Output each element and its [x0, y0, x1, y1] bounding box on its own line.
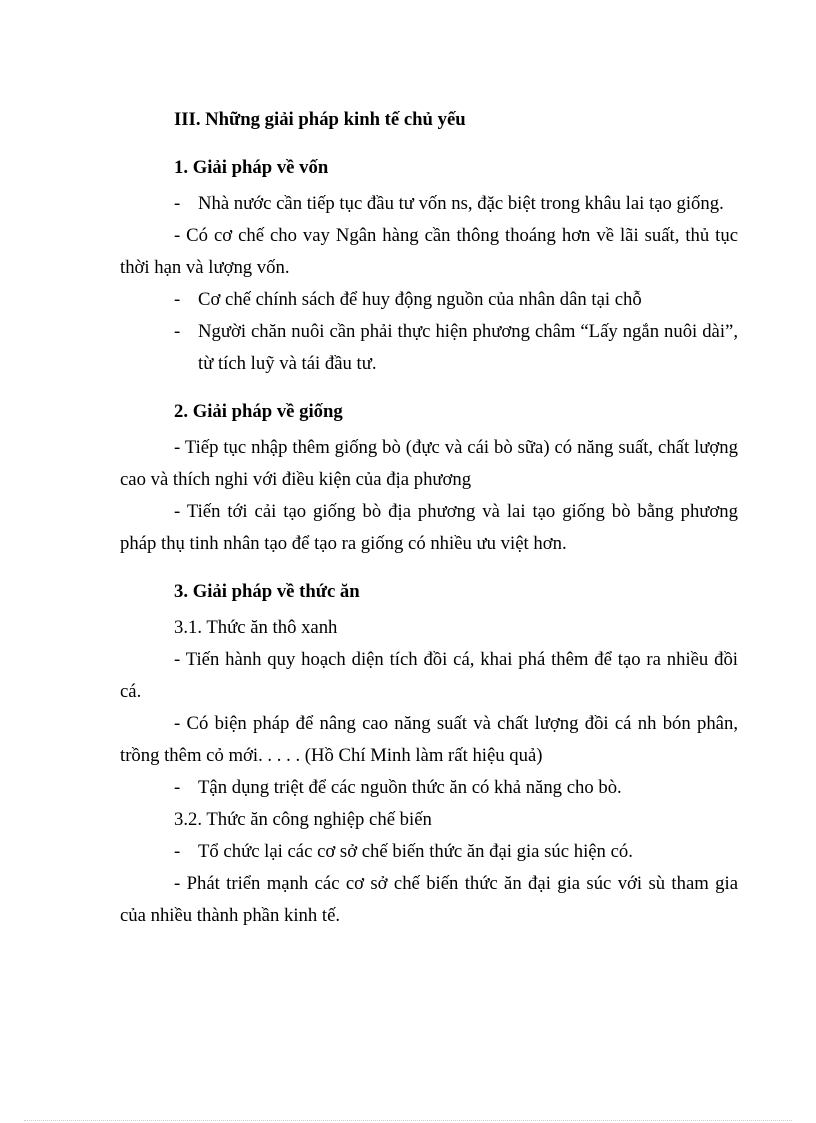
paragraph: - Phát triển mạnh các cơ sở chế biến thức ăn đại gia súc với sù tham gia của nhiều thành phần kinh tế.	[120, 873, 738, 926]
bullet-dash: -	[174, 841, 181, 862]
bullet-item	[120, 284, 738, 316]
paragraph: - Tiếp tục nhập thêm giống bò (đực và cái bò sữa) có năng suất, chất lượng cao và thích nghi với điều kiện của địa phương	[120, 437, 738, 490]
subsection-title: 3.1. Thức ăn thô xanh	[174, 617, 338, 638]
bullet-item	[120, 772, 738, 804]
bullet-item	[120, 188, 738, 220]
bullet-dash: -	[174, 289, 181, 310]
bullet-text: Nhà nước cần tiếp tục đầu tư vốn ns, đặc biệt trong khâu lai tạo giống.	[198, 193, 724, 214]
bullet-item	[120, 316, 738, 380]
bullet-text: Người chăn nuôi cần phải thực hiện phương châm “Lấy ngắn nuôi dài”, từ tích luỹ và tái đầu tư.	[198, 321, 738, 374]
bullet-dash: -	[174, 777, 181, 798]
subsection-title: 3.2. Thức ăn công nghiệp chế biến	[174, 809, 432, 830]
paragraph: - Có biện pháp để nâng cao năng suất và chất lượng đồi cá nh bón phân, trồng thêm cỏ mới. . . . . (Hồ Chí Minh làm rất hiệu quả)	[120, 713, 738, 766]
paragraph: - Có cơ chế cho vay Ngân hàng cần thông thoáng hơn về lãi suất, thủ tục thời hạn và lượng vốn.	[120, 225, 738, 278]
page-bottom-divider	[24, 1120, 792, 1121]
bullet-text: Tận dụng triệt để các nguồn thức ăn có khả năng cho bò.	[198, 777, 622, 798]
bullet-text: Tổ chức lại các cơ sở chế biến thức ăn đại gia súc hiện có.	[198, 841, 633, 862]
document-body	[120, 104, 738, 932]
paragraph: - Tiến tới cải tạo giống bò địa phương và lai tạo giống bò bằng phương pháp thụ tinh nhân tạo để tạo ra giống có nhiều ưu việt hơn.	[120, 501, 738, 554]
bullet-dash: -	[174, 193, 181, 214]
bullet-dash: -	[174, 321, 181, 342]
section-title: III. Những giải pháp kinh tế chủ yếu	[174, 109, 466, 130]
bullet-item	[120, 836, 738, 868]
paragraph: - Tiến hành quy hoạch diện tích đồi cá, khai phá thêm để tạo ra nhiều đồi cá.	[120, 649, 738, 702]
bullet-text: Cơ chế chính sách để huy động nguồn của nhân dân tại chỗ	[198, 289, 642, 310]
section-1-title: 1. Giải pháp về vốn	[174, 157, 329, 178]
section-3-title: 3. Giải pháp về thức ăn	[174, 581, 360, 602]
section-2-title: 2. Giải pháp về giống	[174, 401, 343, 422]
